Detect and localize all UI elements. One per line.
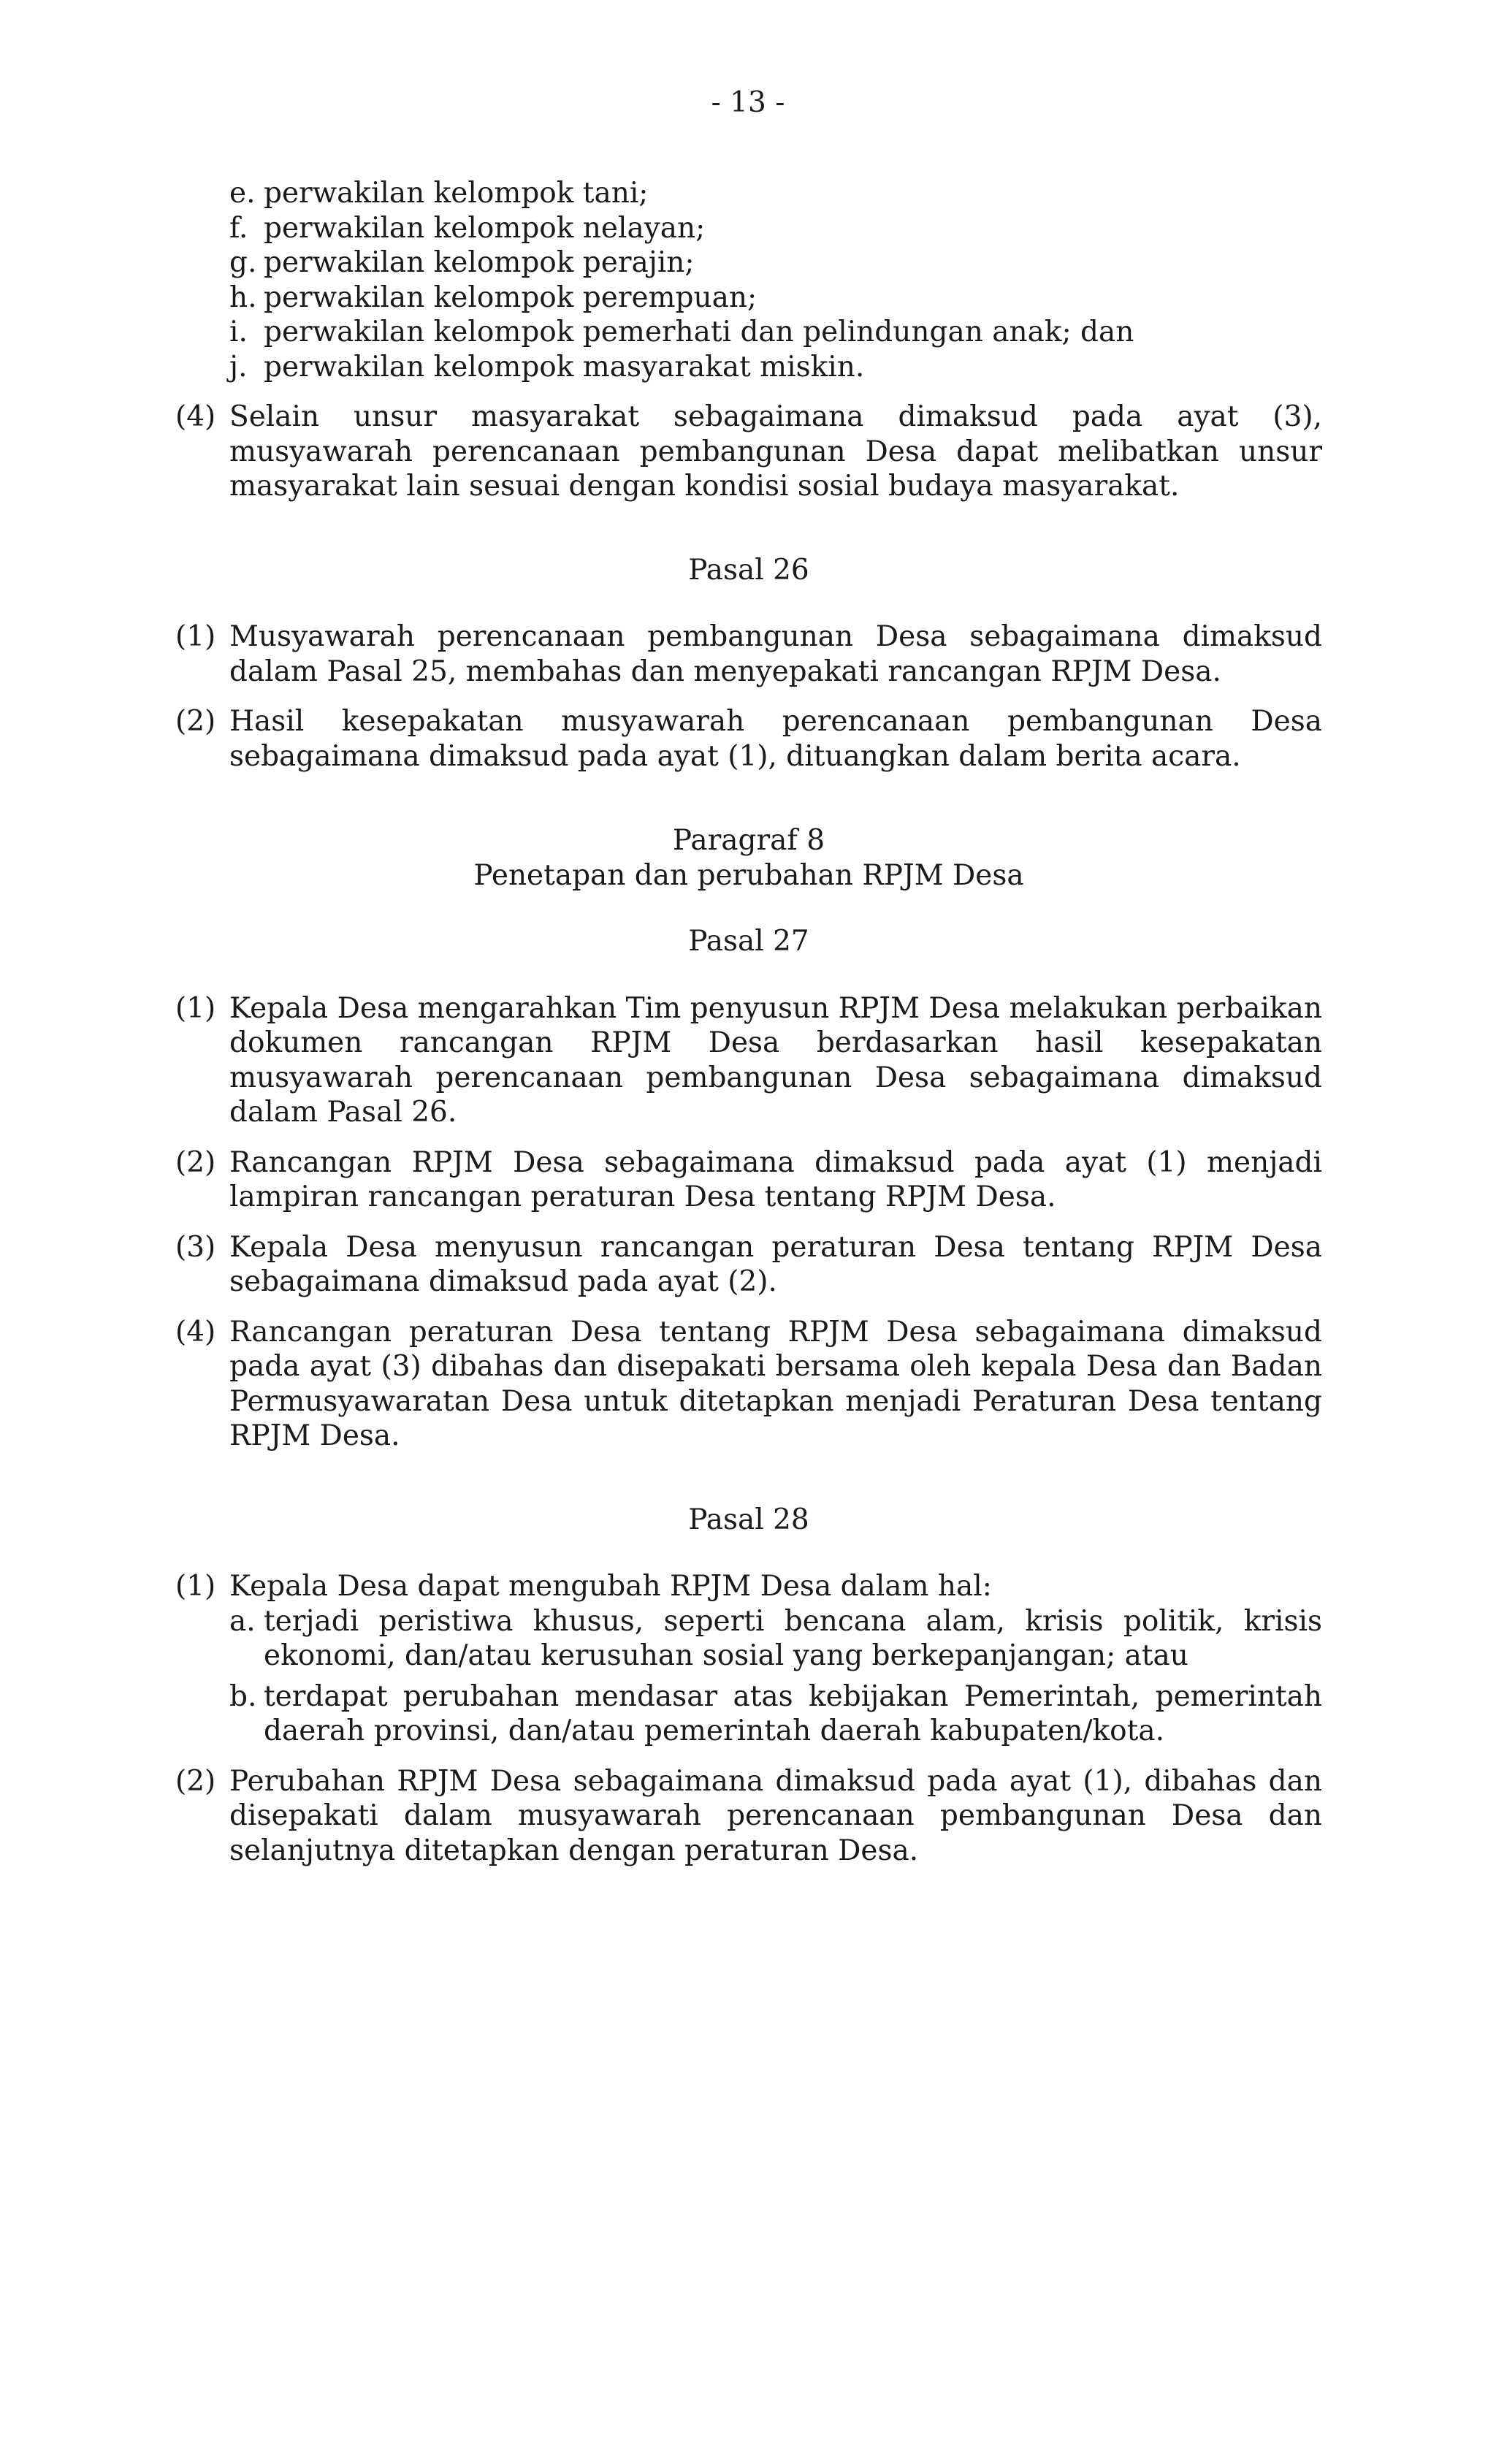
list-text: perwakilan kelompok masyarakat miskin. (264, 350, 865, 384)
list-item (229, 315, 1322, 350)
ayat-marker: (1) (175, 1570, 216, 1603)
list-item (229, 211, 1322, 246)
list-marker: h. (229, 281, 257, 314)
list-text: perwakilan kelompok nelayan; (264, 211, 706, 245)
ayat-item (175, 619, 1322, 689)
ayat-text: Kepala Desa mengarahkan Tim penyusun RPJM Desa melakukan perbaikan dokumen rancangan RPJM Desa berdasarkan hasil kesepakatan musyawarah perencanaan pembangunan Desa sebagaimana dimaksud dalam Pasal 26. (229, 991, 1322, 1129)
list-marker: j. (229, 350, 248, 384)
list-marker: f. (229, 211, 248, 245)
ayat-marker: (4) (175, 400, 216, 433)
ayat-text: Kepala Desa menyusun rancangan peraturan Desa tentang RPJM Desa sebagaimana dimaksud pada ayat (2). (229, 1230, 1322, 1298)
ayat-body (229, 1569, 1322, 1749)
list-text: perwakilan kelompok tani; (264, 177, 649, 210)
document-body (175, 176, 1322, 1868)
page-number: - 13 - (711, 86, 785, 119)
list-marker: a. (229, 1604, 256, 1638)
ayat-text: Rancangan RPJM Desa sebagaimana dimaksud pada ayat (1) menjadi lampiran rancangan peraturan Desa tentang RPJM Desa. (229, 1145, 1322, 1213)
nested-list (229, 1604, 1322, 1749)
ayat-text: Perubahan RPJM Desa sebagaimana dimaksud pada ayat (1), dibahas dan disepakati dalam musyawarah perencanaan pembangunan Desa dan selanjutnya ditetapkan dengan peraturan Desa. (229, 1764, 1322, 1867)
pasal-heading: Pasal 27 (688, 925, 809, 958)
ayat-marker: (4) (175, 1315, 216, 1349)
list-text: terdapat perubahan mendasar atas kebijakan Pemerintah, pemerintah daerah provinsi, dan/atau pemerintah daerah kabupaten/kota. (264, 1679, 1322, 1747)
ayat-marker: (1) (175, 620, 216, 653)
list-item (229, 281, 1322, 316)
pasal-heading: Pasal 26 (688, 553, 809, 587)
paragraf-heading: Paragraf 8 (672, 824, 825, 857)
pasal-heading: Pasal 28 (688, 1503, 809, 1536)
ayat-item (175, 400, 1322, 504)
list-item (229, 176, 1322, 211)
list-text: perwakilan kelompok perempuan; (264, 281, 757, 314)
ayat-item (175, 1569, 1322, 1749)
list-text: perwakilan kelompok pemerhati dan pelindungan anak; dan (264, 316, 1134, 348)
paragraf-subtitle: Penetapan dan perubahan RPJM Desa (473, 858, 1024, 892)
ayat-text: Kepala Desa dapat mengubah RPJM Desa dalam hal: (229, 1570, 992, 1603)
list-marker: i. (229, 316, 248, 348)
list-item (229, 245, 1322, 281)
list-item (229, 1679, 1322, 1749)
list-text: terjadi peristiwa khusus, seperti bencana alam, krisis politik, krisis ekonomi, dan/atau kerusuhan sosial yang berkepanjangan; atau (264, 1604, 1322, 1672)
ayat-marker: (2) (175, 1145, 216, 1179)
ayat-marker: (2) (175, 705, 216, 738)
ayat-marker: (3) (175, 1230, 216, 1264)
ayat-item (175, 991, 1322, 1130)
list-marker: b. (229, 1679, 257, 1713)
ayat-marker: (2) (175, 1764, 216, 1798)
ayat-text: Selain unsur masyarakat sebagaimana dimaksud pada ayat (3), musyawarah perencanaan pembangunan Desa dapat melibatkan unsur masyarakat lain sesuai dengan kondisi sosial budaya masyarakat. (229, 400, 1322, 503)
list-text: perwakilan kelompok perajin; (264, 246, 695, 279)
ayat-item (175, 704, 1322, 774)
list-marker: g. (229, 246, 257, 279)
ayat-marker: (1) (175, 991, 216, 1025)
ayat-item (175, 1230, 1322, 1300)
ayat-text: Musyawarah perencanaan pembangunan Desa sebagaimana dimaksud dalam Pasal 25, membahas dan menyepakati rancangan RPJM Desa. (229, 620, 1322, 688)
list-marker: e. (229, 177, 256, 210)
ayat-text: Rancangan peraturan Desa tentang RPJM Desa sebagaimana dimaksud pada ayat (3) dibahas dan disepakati bersama oleh kepala Desa dan Badan Permusyawaratan Desa untuk ditetapkan menjadi Peraturan Desa tentang RPJM Desa. (229, 1315, 1322, 1452)
ayat-item (175, 1315, 1322, 1454)
ayat-text: Hasil kesepakatan musyawarah perencanaan pembangunan Desa sebagaimana dimaksud pada ayat (1), dituangkan dalam berita acara. (229, 705, 1322, 773)
list-item (229, 350, 1322, 385)
ayat-item (175, 1764, 1322, 1869)
list-item (229, 1604, 1322, 1674)
ayat-item (175, 1145, 1322, 1215)
intro-list (175, 176, 1322, 384)
